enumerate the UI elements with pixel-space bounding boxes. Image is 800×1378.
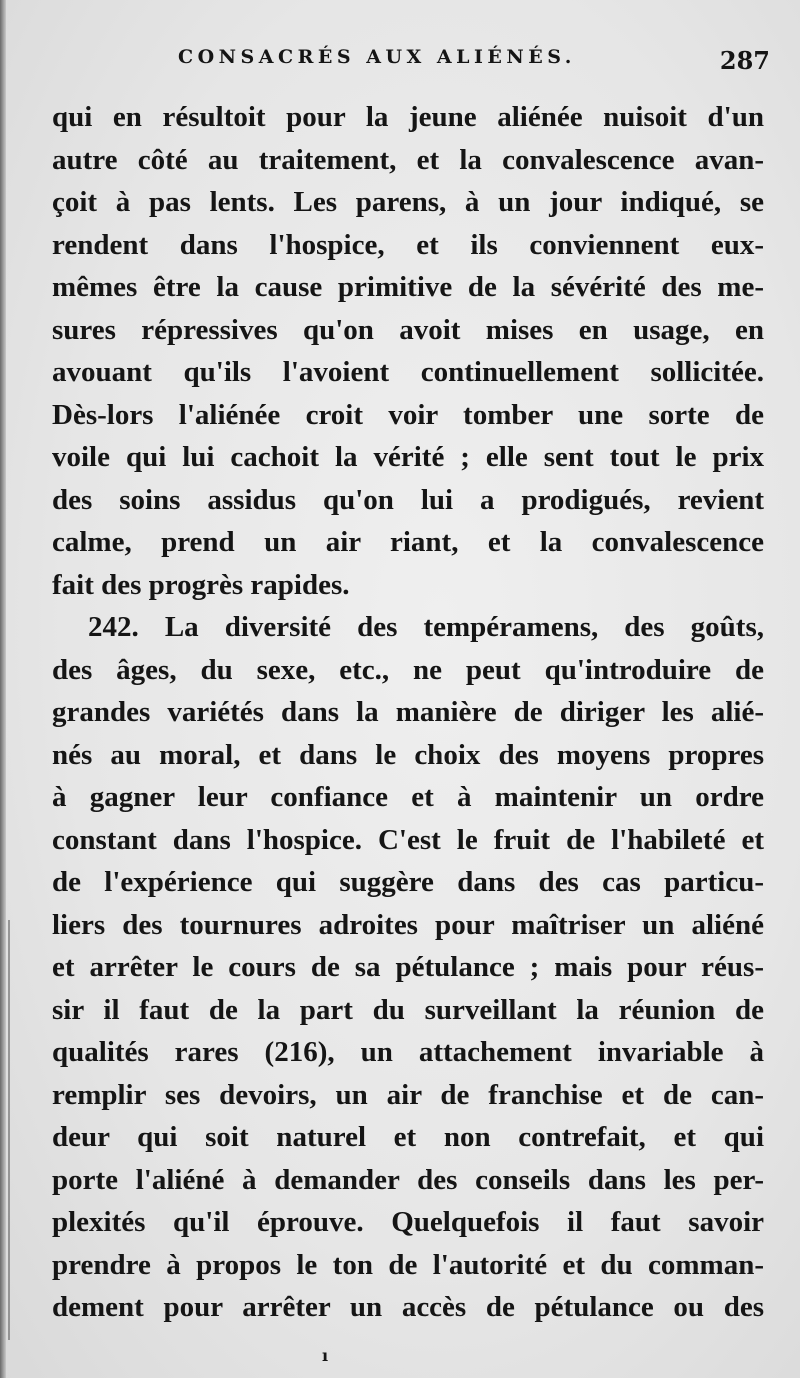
text-line: à gagner leur confiance et à maintenir un ordre bbox=[52, 781, 764, 813]
text-line: calme, prend un air riant, et la convalescence bbox=[52, 526, 764, 558]
text-line: qui en résultoit pour la jeune aliénée nuisoit d'un bbox=[52, 101, 764, 133]
text-line: qualités rares (216), un attachement invariable à bbox=[52, 1036, 764, 1068]
text-line: liers des tournures adroites pour maîtriser un aliéné bbox=[52, 908, 764, 941]
text-line: porte l'aliéné à demander des conseils dans les per- bbox=[52, 1163, 764, 1196]
text-line: plexités qu'il éprouve. Quelquefois il faut savoir bbox=[52, 1206, 764, 1238]
text-line: mêmes être la cause primitive de la sévérité des me- bbox=[52, 271, 764, 303]
text-line: rendent dans l'hospice, et ils conviennent eux- bbox=[52, 228, 764, 261]
text-line: autre côté au traitement, et la convalescence avan- bbox=[52, 143, 764, 176]
text-line: deur qui soit naturel et non contrefait, et qui bbox=[52, 1121, 764, 1153]
page-number: 287 bbox=[719, 46, 770, 75]
text-line: prendre à propos le ton de l'autorité et du comman- bbox=[52, 1248, 764, 1281]
text-line: sir il faut de la part du surveillant la réunion de bbox=[52, 993, 764, 1026]
running-head: CONSACRÉS AUX ALIÉNÉS. bbox=[178, 46, 576, 68]
text-line: des âges, du sexe, etc., ne peut qu'introduire de bbox=[52, 653, 764, 686]
text-line: grandes variétés dans la manière de diriger les alié- bbox=[52, 696, 764, 728]
text-line: remplir ses devoirs, un air de franchise et de can- bbox=[52, 1078, 764, 1111]
text-line: dement pour arrêter un accès de pétulance ou des bbox=[52, 1291, 764, 1323]
text-line: et arrêter le cours de sa pétulance ; mais pour réus- bbox=[52, 951, 764, 983]
page-header bbox=[60, 40, 770, 84]
text-line: de l'expérience qui suggère dans des cas particu- bbox=[52, 866, 764, 898]
text-line: constant dans l'hospice. C'est le fruit de l'habileté et bbox=[52, 823, 764, 856]
text-line: nés au moral, et dans le choix des moyens propres bbox=[52, 738, 764, 771]
text-line-paragraph-start: 242. La diversité des tempéramens, des goûts, bbox=[88, 611, 764, 643]
text-line: des soins assidus qu'on lui a prodigués, revient bbox=[52, 483, 764, 516]
page-edge-shadow bbox=[0, 0, 6, 1378]
text-line: sures répressives qu'on avoit mises en usage, en bbox=[52, 313, 764, 346]
text-line: avouant qu'ils l'avoient continuellement sollicitée. bbox=[52, 356, 764, 388]
page-edge-line bbox=[8, 920, 10, 1340]
text-line: çoit à pas lents. Les parens, à un jour indiqué, se bbox=[52, 186, 764, 218]
signature-mark: ı bbox=[322, 1346, 329, 1365]
body-text bbox=[52, 96, 764, 1329]
text-line-paragraph-end: fait des progrès rapides. bbox=[52, 568, 350, 601]
text-line: voile qui lui cachoit la vérité ; elle sent tout le prix bbox=[52, 441, 764, 473]
text-line: Dès-lors l'aliénée croit voir tomber une sorte de bbox=[52, 398, 764, 431]
